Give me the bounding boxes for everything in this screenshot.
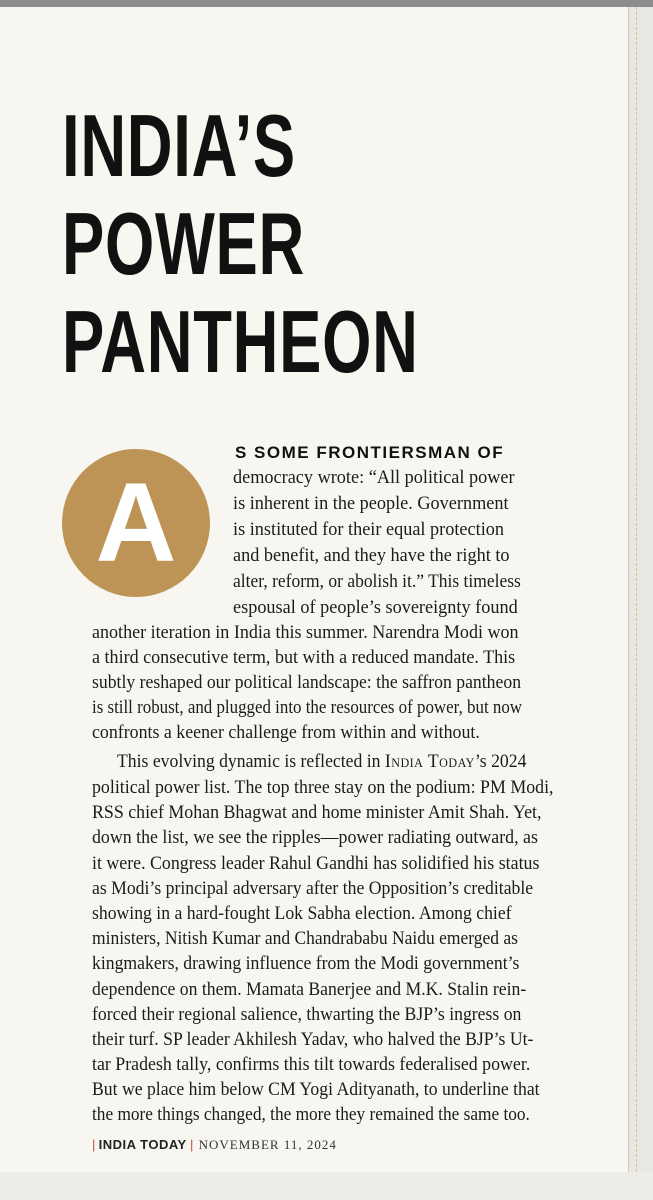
top-bar <box>0 0 653 7</box>
headline-line-2: POWER <box>62 194 305 293</box>
headline-line-3: PANTHEON <box>62 292 419 391</box>
body-line: it were. Congress leader Rahul Gandhi has solidified his status <box>92 853 540 874</box>
body-line: is instituted for their equal protection <box>233 519 505 540</box>
body-line: kingmakers, drawing influence from the Modi government’s <box>92 953 520 974</box>
body-line: their turf. SP leader Akhilesh Yadav, who halved the BJP’s Ut- <box>92 1029 534 1050</box>
footer-separator: | <box>189 1137 194 1152</box>
body-line: RSS chief Mohan Bhagwat and home minister Amit Shah. Yet, <box>92 802 542 823</box>
body-line: dependence on them. Mamata Banerjee and M.K. Stalin rein- <box>92 979 527 1000</box>
footer-separator: | <box>92 1137 96 1152</box>
body-line: tar Pradesh tally, confirms this tilt towards federalised power. <box>92 1054 531 1075</box>
body-line: is inherent in the people. Government <box>233 493 509 514</box>
body-text: ’s 2024 <box>474 751 527 772</box>
body-line: is still robust, and plugged into the resources of power, but now <box>92 697 522 718</box>
footer-publication: INDIA TODAY <box>98 1137 187 1152</box>
body-line: another iteration in India this summer. Narendra Modi won <box>92 622 519 643</box>
bottom-margin <box>0 1172 653 1200</box>
body-line: alter, reform, or abolish it.” This timeless <box>233 571 521 592</box>
body-line: democracy wrote: “All political power <box>233 467 515 488</box>
body-line <box>117 751 526 773</box>
body-line: forced their regional salience, thwarting the BJP’s ingress on <box>92 1004 522 1025</box>
headline-line-1: INDIA’S <box>62 96 296 195</box>
lead-in-text: S SOME FRONTIERSMAN OF <box>235 443 505 462</box>
body-line: the more things changed, the more they remained the same too. <box>92 1104 530 1125</box>
body-line: subtly reshaped our political landscape: the saffron pantheon <box>92 672 522 693</box>
body-text: This evolving dynamic is reflected in <box>117 751 385 772</box>
headline <box>62 97 451 391</box>
body-line: confronts a keener challenge from within and without. <box>92 722 480 743</box>
page-edge-rule <box>636 7 637 1172</box>
footer-date: NOVEMBER 11, 2024 <box>198 1137 337 1152</box>
drop-cap-letter: A <box>95 460 177 585</box>
page-footer <box>92 1137 337 1153</box>
body-line: a third consecutive term, but with a reduced mandate. This <box>92 647 516 668</box>
body-line: showing in a hard-fought Lok Sabha election. Among chief <box>92 903 512 924</box>
body-line: espousal of people’s sovereignty found <box>233 597 518 618</box>
body-line: ministers, Nitish Kumar and Chandrababu Naidu emerged as <box>92 928 518 949</box>
body-line: as Modi’s principal adversary after the Opposition’s creditable <box>92 878 534 899</box>
body-line: political power list. The top three stay on the podium: PM Modi, <box>92 777 554 798</box>
body-line: But we place him below CM Yogi Adityanath, to underline that <box>92 1079 540 1100</box>
body-line: down the list, we see the ripples—power radiating outward, as <box>92 827 538 848</box>
publication-name: India Today <box>384 751 475 772</box>
body-line: and benefit, and they have the right to <box>233 545 510 566</box>
drop-cap-circle <box>62 449 210 597</box>
magazine-page <box>0 7 629 1172</box>
